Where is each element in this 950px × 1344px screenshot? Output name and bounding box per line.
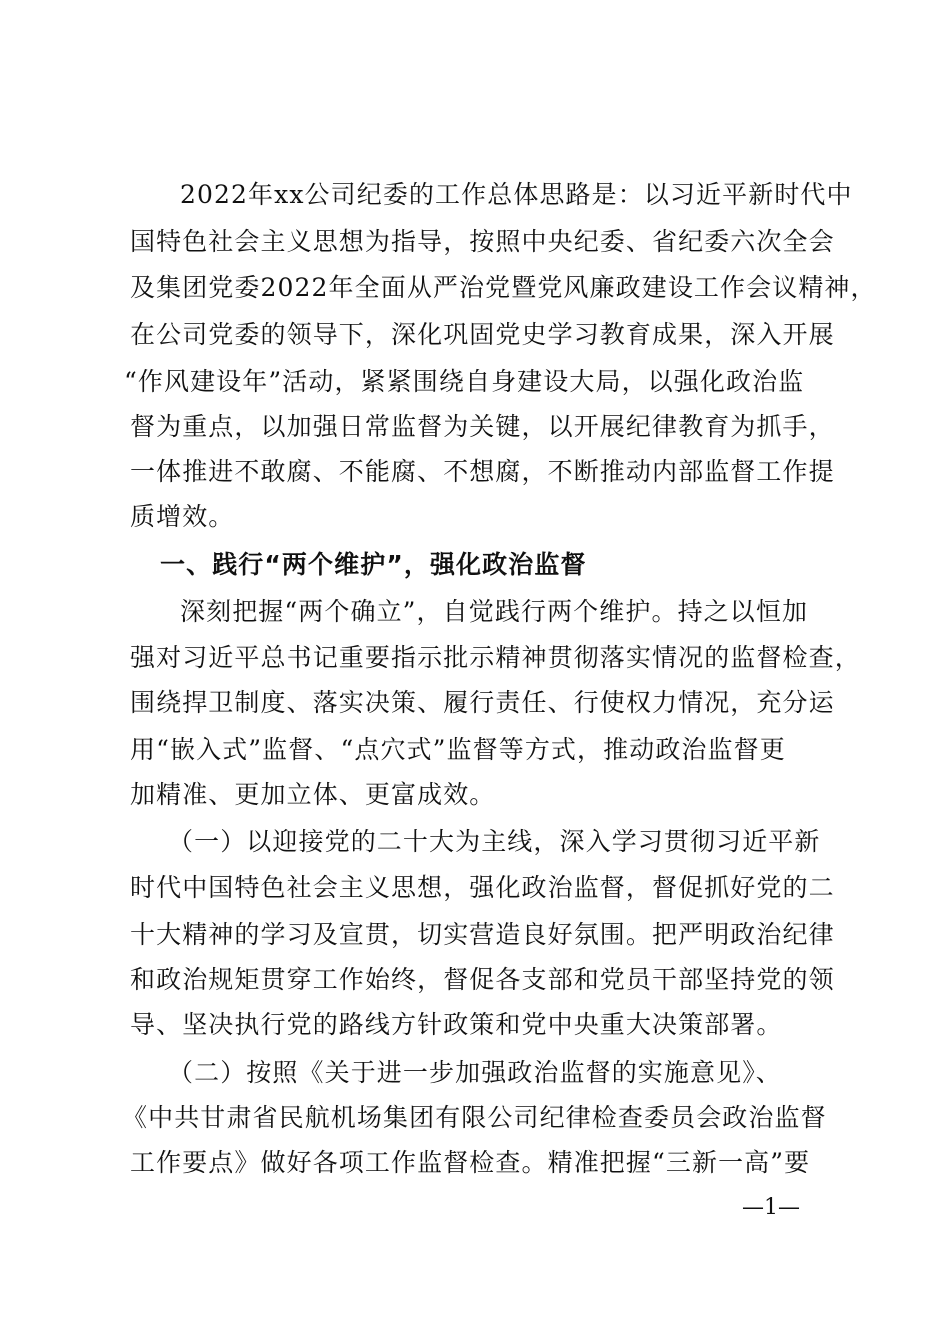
text-line: 及集团党委2022年全面从严治党暨党风廉政建设工作会议精神， — [130, 273, 877, 302]
text-line: 导、坚决执行党的路线方针政策和党中央重大决策部署。 — [130, 1010, 783, 1039]
text-line: 国特色社会主义思想为指导，按照中央纪委、省纪委六次全会 — [130, 227, 835, 256]
text-line: 督为重点，以加强日常监督为关键，以开展纪律教育为抓手， — [130, 412, 835, 441]
text-line: 十大精神的学习及宣贯，切实营造良好氛围。把严明政治纪律 — [130, 920, 835, 949]
text-line: 一体推进不敢腐、不能腐、不想腐，不断推动内部监督工作提 — [130, 457, 835, 486]
text-line: 工作要点》做好各项工作监督检查。精准把握“三新一高”要 — [130, 1148, 811, 1177]
page-number: —1— — [742, 1195, 800, 1220]
text-line: （二）按照《关于进一步加强政治监督的实施意见》、 — [168, 1058, 782, 1087]
text-line: 用“嵌入式”监督、“点穴式”监督等方式，推动政治监督更 — [130, 735, 786, 764]
text-line: 质增效。 — [130, 502, 235, 531]
text-line: （一）以迎接党的二十大为主线，深入学习贯彻习近平新 — [168, 827, 821, 856]
text-line: 2022年xx公司纪委的工作总体思路是：以习近平新时代中 — [180, 180, 853, 209]
text-line: 时代中国特色社会主义思想，强化政治监督，督促抓好党的二 — [130, 873, 835, 902]
text-line: 深刻把握“两个确立”，自觉践行两个维护。持之以恒加 — [180, 597, 809, 626]
text-line: 《中共甘肃省民航机场集团有限公司纪律检查委员会政治监督 — [122, 1103, 827, 1132]
text-line: 围绕捍卫制度、落实决策、履行责任、行使权力情况，充分运 — [130, 688, 835, 717]
text-line: 强对习近平总书记重要指示批示精神贯彻落实情况的监督检查， — [130, 643, 861, 672]
text-line: “作风建设年”活动，紧紧围绕自身建设大局，以强化政治监 — [124, 367, 805, 396]
text-line: 和政治规矩贯穿工作始终，督促各支部和党员干部坚持党的领 — [130, 965, 835, 994]
text-line: 在公司党委的领导下，深化巩固党史学习教育成果，深入开展 — [130, 320, 835, 349]
section-heading: 一、践行“两个维护”，强化政治监督 — [160, 550, 587, 579]
text-line: 加精准、更加立体、更富成效。 — [130, 780, 496, 809]
